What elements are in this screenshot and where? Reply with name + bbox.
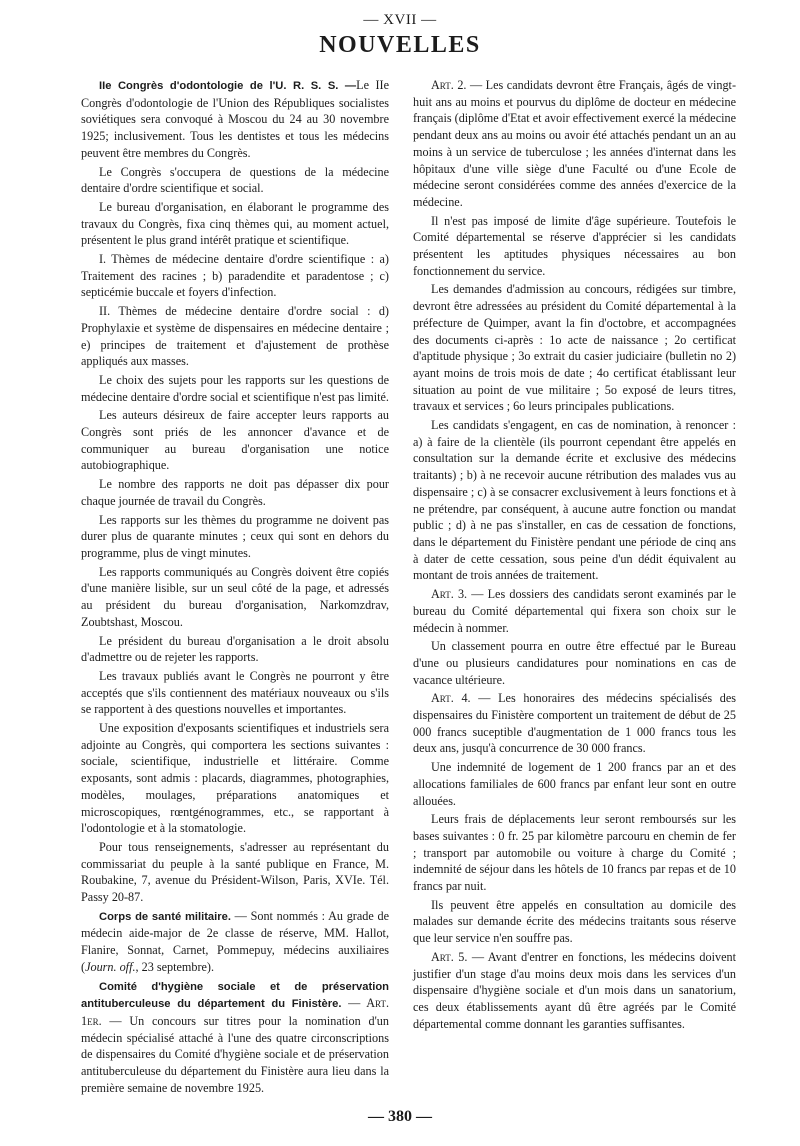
- congres-heading: IIe Congrès d'odontologie de l'U. R. S. S. —: [99, 80, 357, 92]
- article-label: Art. 3. —: [431, 587, 484, 602]
- left-column: [81, 77, 389, 1096]
- paragraph: Pour tous renseignements, s'adresser au représentant du commissariat du peuple à la santé publique en France, M. Roubakine, 7, avenue du Président-Wilson, Paris, XVIe. Tél. Passy 20-87.: [81, 839, 389, 905]
- paragraph: Le choix des sujets pour les rapports sur les questions de médecine dentaire d'ordre social et scientifique n'est pas limité.: [81, 372, 389, 404]
- paragraph: Les candidats s'engagent, en cas de nomination, à renoncer : a) à faire de la clientèle (ils pourront cependant être appelés en consultation sur la demande écrite et exclusive des médecins traitants) ; b) à ne recevoir aucune rétribution des malades vus au dispensaire ; c) à se consacrer exclusivement à leurs fonctions et à ne prétendre, par conséquent, à aucune autre fonction ou mandat public ; d) à ne pas s'installer, en cas de cessation de fonctions, dans le département du Finistère pendant une période de cinq ans à dater de cette cessation, sous peine d'un dédit équivalent au montant de trois années de traitement.: [413, 418, 736, 583]
- paragraph: I. Thèmes de médecine dentaire d'ordre scientifique : a) Traitement des racines ; b) paradendite et paradentose ; c) septicémie buccale et foyers d'infection.: [81, 252, 389, 300]
- paragraph: Les demandes d'admission au concours, rédigées sur timbre, devront être adressées au président du Comité départemental à la préfecture de Quimper, avant la fin d'octobre, et accompagnées des documents ci-après : 1o acte de naissance ; 2o certificat d'aptitude physique ; 3o extrait du casier judiciaire (bulletin no 2) ayant moins de trois mois de date ; 4o certificat établissant leur situation au point de vue militaire ; 5o exposé de leurs titres, travaux et services ; 6o leurs principales publications.: [413, 282, 736, 414]
- paragraph: Art. 5. — Avant d'entrer en fonctions, les médecins doivent justifier d'un stage d'au moins deux mois dans les services d'un dispensaire d'hygiène sociale et d'un mois dans un sanatorium, ces deux établissements ayant dû être agréés par le Comité départemental comme donnant les garanties suffisantes.: [413, 949, 736, 1031]
- paragraph: Les rapports sur les thèmes du programme ne doivent pas durer plus de quarante minutes ; ceux qui sont en dehors du programme, plus de vingt minutes.: [81, 512, 389, 560]
- sante-heading: Corps de santé militaire.: [99, 910, 231, 923]
- paragraph: Art. 2. — Les candidats devront être Français, âgés de vingt-huit ans au moins et pourvus du diplôme de docteur en médecine français (diplôme d'Etat et avoir effectivement exercé la médecine pendant deux ans au moins ou avoir été attachés pendant un an au moins à un service de tuberculose ; les années d'internat dans les hôpitaux d'une ville siège d'une Faculté ou d'une Ecole de médecine seront considérées comme des années d'exercice de la médecine.: [413, 78, 737, 209]
- paragraph: Les auteurs désireux de faire accepter leurs rapports au Congrès sont priés de les annoncer d'avance et de communiquer au bureau d'organisation une notice autobiographique.: [81, 408, 389, 473]
- paragraph: Corps de santé militaire. — Sont nommés : Au grade de médecin aide-major de 2e classe de réserve, MM. Hallot, Flanire, Sonnat, Carnet, Pommepuy, médecins auxiliaires (Journ. off., 23 septembre).: [81, 908, 389, 974]
- article-label: Art. 2. —: [431, 78, 483, 92]
- paragraph: Les rapports communiqués au Congrès doivent être copiés d'une manière lisible, sur un seul côté de la page, et adressés au président du bureau d'organisation, Narkomzdrav, Zoubtshast, Moscou.: [81, 564, 389, 629]
- paragraph: Les travaux publiés avant le Congrès ne pourront y être acceptés que s'ils contiennent des matériaux nouveaux ou s'ils se rapportent à des questions nouvelles et importantes.: [81, 668, 389, 717]
- article-label: Art. 5. —: [431, 949, 485, 964]
- article-label: Art. 4. —: [431, 691, 491, 706]
- paragraph: Le Congrès s'occupera de questions de la médecine dentaire d'ordre scientifique et social.: [81, 164, 389, 196]
- page-header-roman: — XVII —: [363, 12, 437, 28]
- paragraph: Le nombre des rapports ne doit pas dépasser dix pour chaque journée de travail du Congrès.: [81, 477, 389, 508]
- paragraph: Leurs frais de déplacements leur seront remboursés sur les bases suivantes : 0 fr. 25 par kilomètre parcouru en chemin de fer ; transport par automobile ou voiture à charge du Comité ; indemnité de séjour dans les hôtels de 10 francs par repas et de 10 francs par nuit.: [413, 812, 736, 894]
- paragraph: Il n'est pas imposé de limite d'âge supérieure. Toutefois le Comité départemental se réserve d'apprécier si les candidats présentent les aptitudes physiques nécessaires au bon fonctionnement du service.: [413, 213, 736, 278]
- paragraph: Ils peuvent être appelés en consultation au domicile des malades sur demande écrite des médecins traitants sous réserve que leur service n'en souffre pas.: [413, 897, 736, 946]
- right-column: [413, 77, 736, 1032]
- paragraph: Le bureau d'organisation, en élaborant le programme des travaux du Congrès, fixa cinq thèmes qui, au moment actuel, présentent le plus grand intérêt pratique et scientifique.: [81, 199, 389, 248]
- paragraph: II. Thèmes de médecine dentaire d'ordre social : d) Prophylaxie et système de dispensaires en médecine dentaire ; e) principes de traitement et d'ajustement de prothèse appliqués aux masses.: [81, 304, 389, 369]
- paragraph: Art. 4. — Les honoraires des médecins spécialisés des dispensaires du Finistère comportent un traitement de début de 25 000 francs suceptible d'augmentation de 1 000 francs tous les deux ans, jusqu'à concurrence de 30 000 francs.: [413, 691, 736, 756]
- paragraph: Une indemnité de logement de 1 200 francs par an et des allocations familiales de 600 francs par enfant leur sont en outre allouées.: [413, 760, 736, 808]
- paragraph: Un classement pourra en outre être effectué par le Bureau d'une ou plusieurs candidatures pour nominations en cas de vacance ultérieure.: [413, 639, 736, 687]
- paragraph: Art. 3. — Les dossiers des candidats seront examinés par le bureau du Comité départemental qui fixera son choix sur le médecin à nommer.: [413, 587, 736, 635]
- paragraph: Comité d'hygiène sociale et de préservation antituberculeuse du département du Finistère. — Art. 1er. — Un concours sur titres pour la nomination d'un médecin spécialisé attaché à l'une des quatre circonscriptions de dispensaires du Comité d'hygiène sociale et de préservation antituberculeuse du département du Finistère aura lieu dans la première semaine de novembre 1925.: [81, 980, 390, 1095]
- paragraph: Une exposition d'exposants scientifiques et industriels sera adjointe au Congrès, qui comportera les sections suivantes : sociale, scientifique, industrielle et littéraire. Comme exposants, sont admis : placards, diagrammes, photographies, modèles, moulages, préparations anatomiques et microscopiques, rœntgénogrammes, etc., se rapportant à l'odontologie et à la stomatologie.: [81, 721, 389, 836]
- comite-heading: Comité d'hygiène sociale et de préservation antituberculeuse du département du Finistère.: [81, 980, 389, 1011]
- page-number: — 380 —: [368, 1108, 432, 1125]
- paragraph: IIe Congrès d'odontologie de l'U. R. S. S. —Le IIe Congrès d'odontologie de l'Union des Républiques socialistes soviétiques sera convoqué à Moscou du 24 au 30 novembre 1925; inclusivement. Tous les dentistes et tous les médecins peuvent être membres du Congrès.: [81, 78, 389, 160]
- paragraph: Le président du bureau d'organisation a le droit absolu d'admettre ou de rejeter les rapports.: [81, 633, 389, 665]
- section-title: NOUVELLES: [319, 32, 481, 58]
